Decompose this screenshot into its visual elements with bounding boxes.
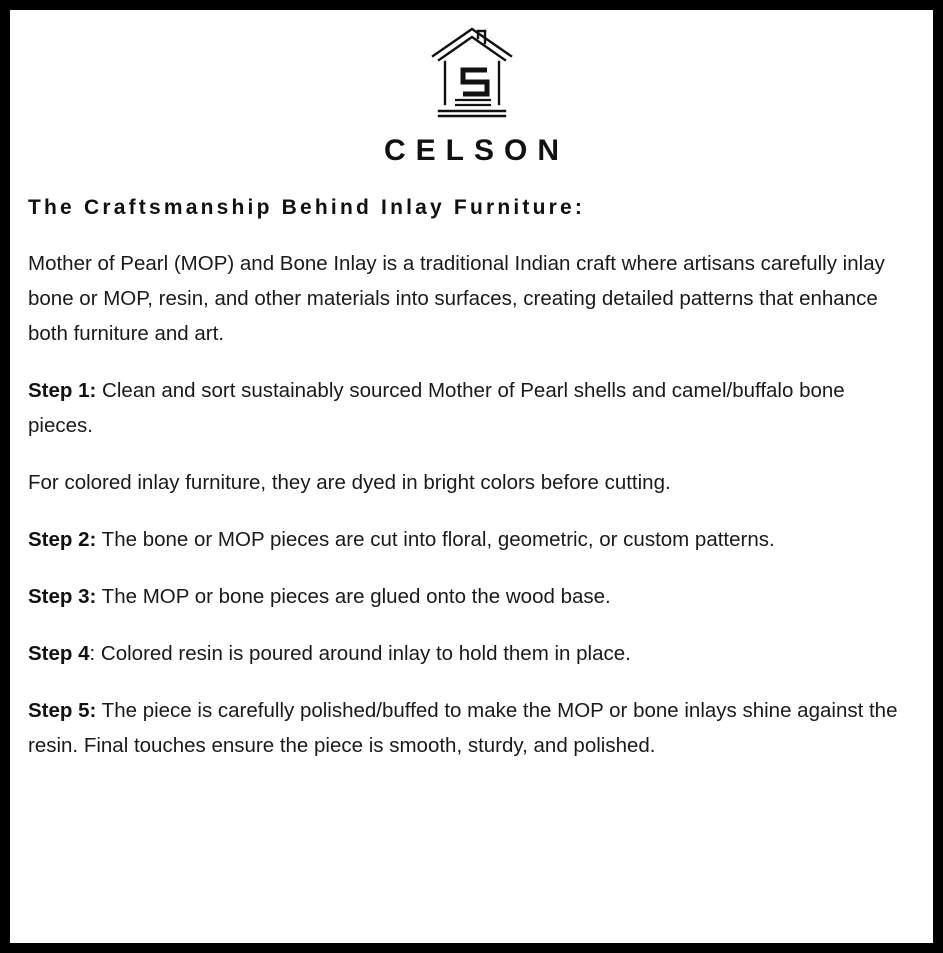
step-paragraph (28, 465, 909, 500)
document-content (10, 10, 933, 943)
house-monogram-icon (26, 26, 917, 118)
step-text: : Colored resin is poured around inlay to hold them in place. (89, 642, 631, 665)
step-text: The MOP or bone pieces are glued onto the wood base. (96, 585, 611, 608)
step-label: Step 2: (28, 528, 97, 551)
step-text: For colored inlay furniture, they are dyed in bright colors before cutting. (28, 471, 671, 494)
step-paragraph (28, 522, 909, 557)
step-text: Clean and sort sustainably sourced Mother of Pearl shells and camel/buffalo bone pieces. (28, 379, 845, 437)
step-paragraph (28, 579, 909, 614)
step-paragraph (28, 693, 909, 763)
step-paragraph (28, 636, 909, 671)
step-label: Step 5: (28, 699, 97, 722)
brand-header (26, 24, 917, 168)
step-paragraph (28, 373, 909, 443)
page-title: The Craftsmanship Behind Inlay Furniture: (28, 196, 586, 219)
step-label: Step 3: (28, 585, 97, 608)
step-text: The piece is carefully polished/buffed to make the MOP or bone inlays shine against the resin. Final touches ensure the piece is smooth, sturdy, and polished. (28, 699, 898, 757)
step-text: The bone or MOP pieces are cut into floral, geometric, or custom patterns. (96, 528, 775, 551)
brand-name: CELSON (383, 134, 569, 167)
step-label: Step 1: (28, 379, 97, 402)
step-label: Step 4 (28, 642, 90, 665)
document-body (26, 246, 917, 763)
intro-paragraph: Mother of Pearl (MOP) and Bone Inlay is a traditional Indian craft where artisans carefully inlay bone or MOP, resin, and other materials into surfaces, creating detailed patterns that enhance both furniture and art. (28, 252, 885, 345)
